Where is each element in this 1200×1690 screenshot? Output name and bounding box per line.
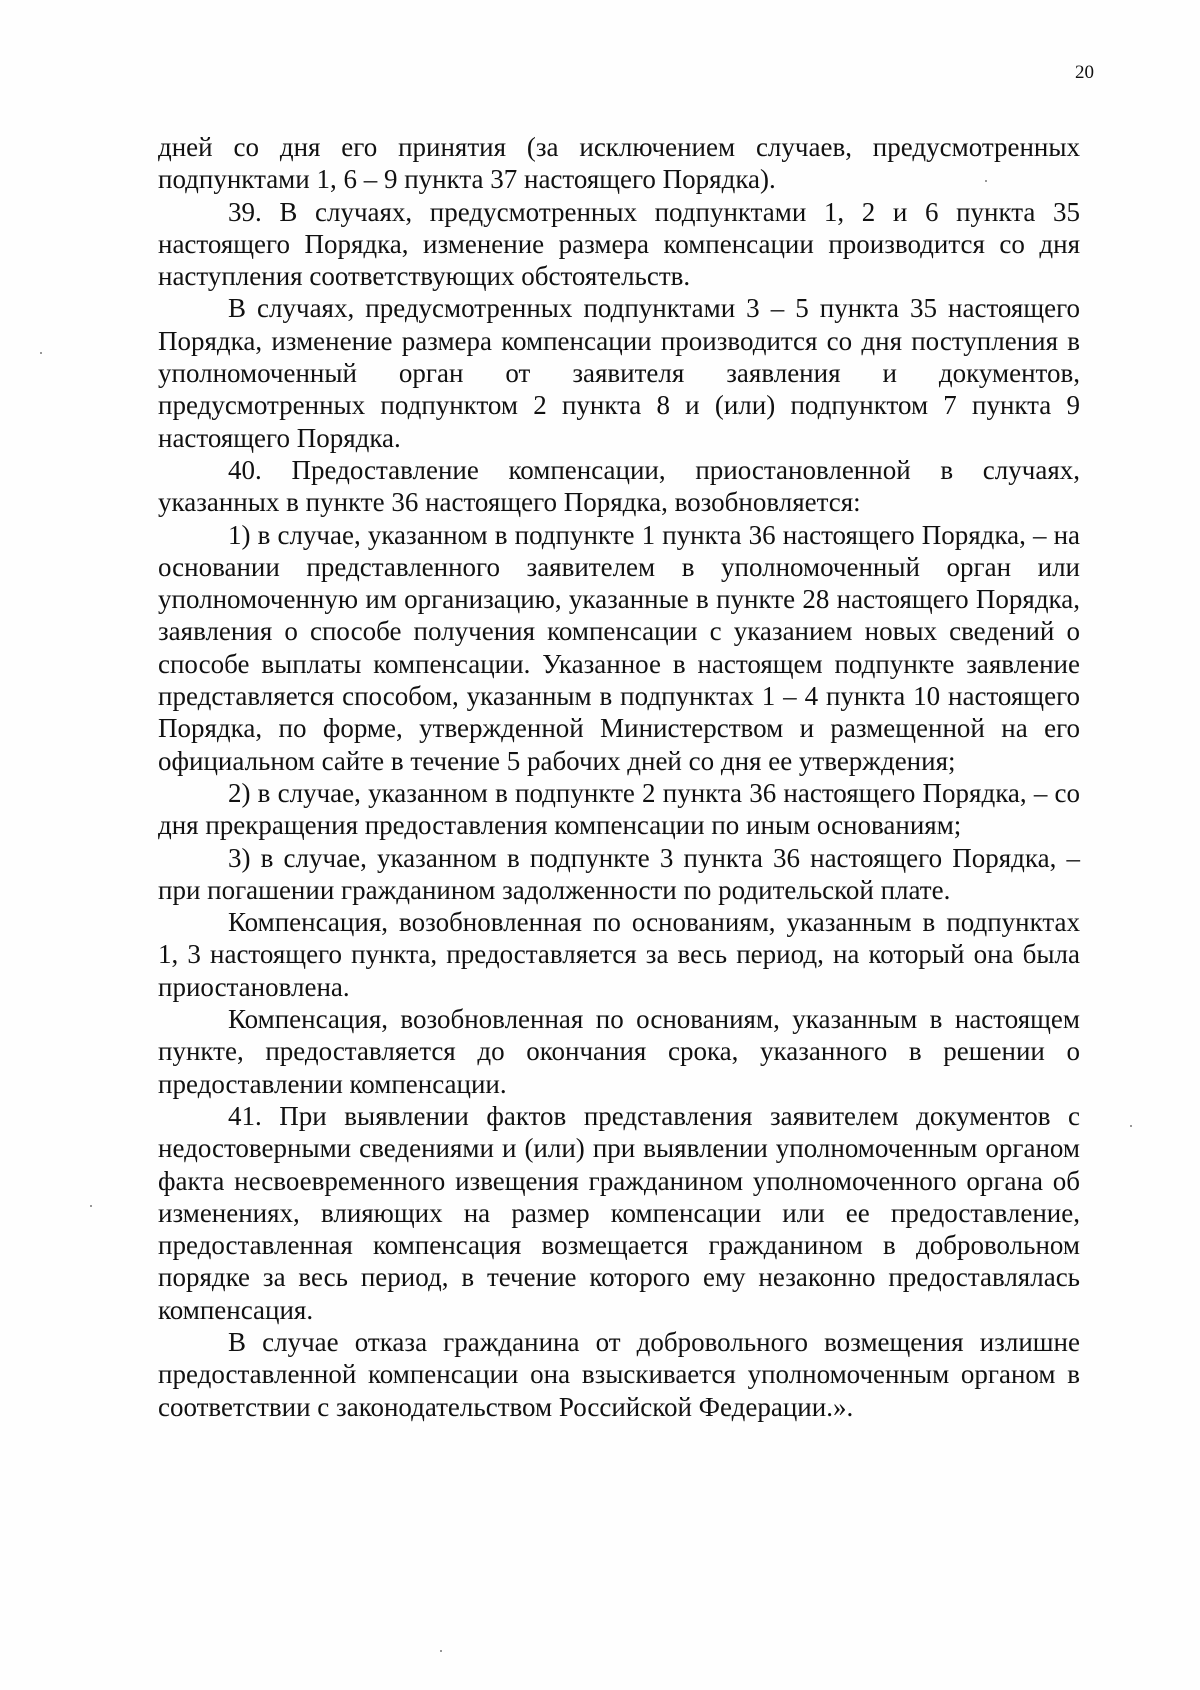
paragraph-item-40-sub-1: 1) в случае, указанном в подпункте 1 пункта 36 настоящего Порядка, – на основании представленного заявителем в уполномоченный орган или уполномоченную им организацию, указанные в пункте 28 настоящего Порядка, заявления о способе получения компенсации с указанием новых сведений о способе выплаты компенсации. Указанное в настоящем подпункте заявление представляется способом, указанным в подпунктах 1 – 4 пункта 10 настоящего Порядка, по форме, утвержденной Министерством и размещенной на его официальном сайте в течение 5 рабочих дней со дня ее утверждения;	[158, 519, 1080, 776]
paragraph-item-41-refusal: В случае отказа гражданина от добровольного возмещения излишне предоставленной компенсации она взыскивается уполномоченным органом в соответствии с законодательством Российской Федерации.».	[158, 1326, 1080, 1422]
document-body	[158, 131, 1080, 1423]
paragraph-item-40: 40. Предоставление компенсации, приостановленной в случаях, указанных в пункте 36 настоящего Порядка, возобновляется:	[158, 454, 1080, 518]
paragraph-item-39-cases: В случаях, предусмотренных подпунктами 3 – 5 пункта 35 настоящего Порядка, изменение размера компенсации производится со дня поступления в уполномоченный орган от заявителя заявления и документов, предусмотренных подпунктом 2 пункта 8 и (или) подпунктом 7 пункта 9 настоящего Порядка.	[158, 293, 1080, 453]
scan-speck	[1130, 1125, 1132, 1127]
scan-speck	[90, 1205, 92, 1207]
paragraph-continuation: дней со дня его принятия (за исключением случаев, предусмотренных подпунктами 1, 6 – 9 пункта 37 настоящего Порядка).	[158, 132, 1080, 195]
paragraph-item-41: 41. При выявлении фактов представления заявителем документов с недостоверными сведениями и (или) при выявлении уполномоченным органом факта несвоевременного извещения гражданином уполномоченного органа об изменениях, влияющих на размер компенсации или ее предоставление, предоставленная компенсация возмещается гражданином в добровольном порядке за весь период, в течение которого ему незаконно предоставлялась компенсация.	[158, 1100, 1080, 1325]
paragraph-item-40-sub-2: 2) в случае, указанном в подпункте 2 пункта 36 настоящего Порядка, – со дня прекращения предоставления компенсации по иным основаниям;	[158, 777, 1080, 841]
paragraph-item-40-resume-period: Компенсация, возобновленная по основаниям, указанным в подпунктах 1, 3 настоящего пункта, предоставляется за весь период, на который она была приостановлена.	[158, 907, 1080, 1002]
scan-speck	[40, 352, 42, 354]
paragraph-item-40-sub-3: 3) в случае, указанном в подпункте 3 пункта 36 настоящего Порядка, – при погашении гражданином задолженности по родительской плате.	[158, 842, 1080, 905]
page-number: 20	[1075, 62, 1094, 83]
scan-speck	[985, 180, 987, 182]
paragraph-item-40-resume-term: Компенсация, возобновленная по основаниям, указанным в настоящем пункте, предоставляется до окончания срока, указанного в решении о предоставлении компенсации.	[158, 1004, 1080, 1099]
scan-speck	[440, 1650, 442, 1652]
paragraph-item-39: 39. В случаях, предусмотренных подпунктами 1, 2 и 6 пункта 35 настоящего Порядка, изменение размера компенсации производится со дня наступления соответствующих обстоятельств.	[158, 196, 1080, 292]
